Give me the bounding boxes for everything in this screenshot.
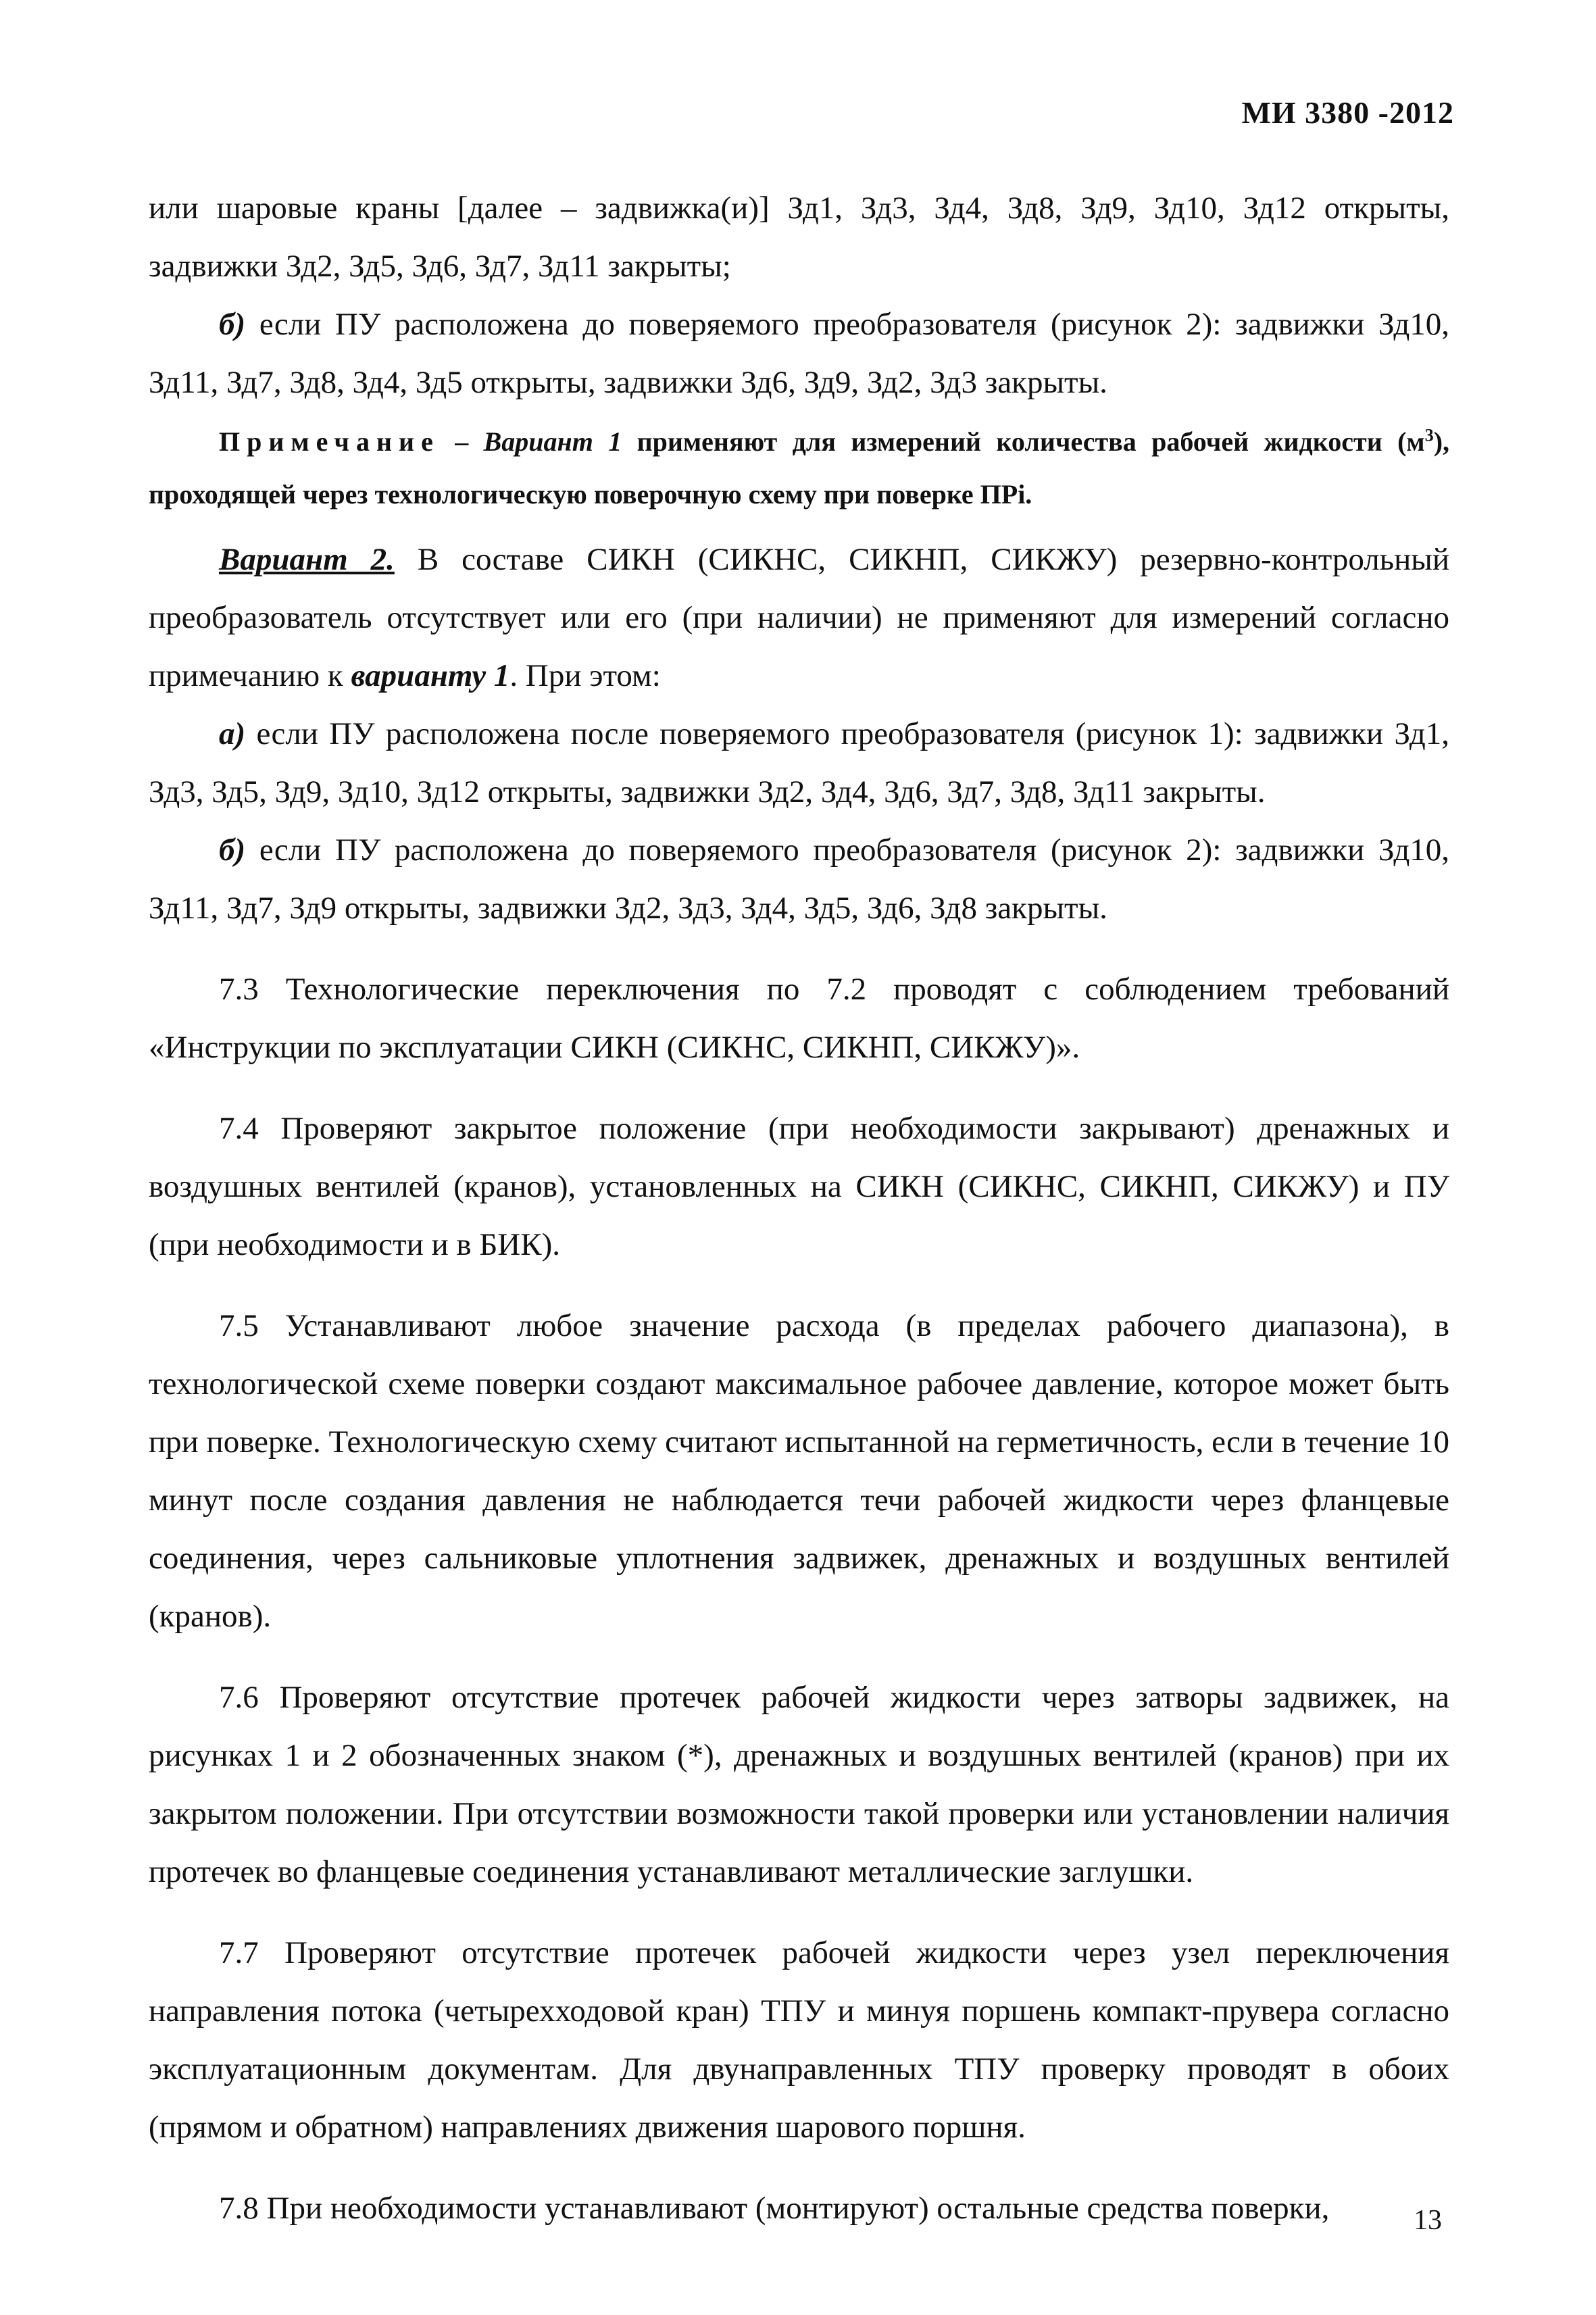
paragraph-item-b <box>149 821 1449 937</box>
section-7-8: 7.8 При необходимости устанавливают (монтируют) остальные средства поверки, <box>219 2191 1330 2226</box>
note-text: применяют для измерений количества рабочей жидкости (м <box>622 426 1425 457</box>
note-block <box>149 416 1449 521</box>
section-7-7: 7.7 Проверяют отсутствие протечек рабочей жидкости через узел переключения направления потока (четырехходовой кран) ТПУ и минуя поршень компакт-прувера согласно эксплуатационным документам. Для двунаправленных ТПУ проверку проводят в обоих (прямом и обратном) направлениях движения шарового поршня. <box>149 1935 1449 2145</box>
paragraph-text: . При этом: <box>509 658 661 693</box>
note-variant-ref: Вариант 1 <box>483 426 622 457</box>
note-dash: – <box>439 426 484 457</box>
note-label: Примечание <box>219 426 440 457</box>
item-marker: а) <box>219 716 246 751</box>
item-marker: б) <box>219 832 246 868</box>
paragraph-text: В составе СИКН (СИКНС, СИКНП, СИКЖУ) резервно-контрольный преобразователь отсутствует или его (при наличии) не применяют для измерений согласно примечанию к <box>149 542 1449 693</box>
section-7-5: 7.5 Устанавливают любое значение расхода (в пределах рабочего диапазона), в технологической схеме поверки создают максимальное рабочее давление, которое может быть при поверке. Технологическую схему считают испытанной на герметичность, если в течение 10 минут после создания давления не наблюдается течи рабочей жидкости через фланцевые соединения, через сальниковые уплотнения задвижек, дренажных и воздушных вентилей (кранов). <box>149 1308 1449 1634</box>
paragraph-text: или шаровые краны [далее – задвижка(и)] Зд1, Зд3, Зд4, Зд8, Зд9, Зд10, Зд12 открыты, задвижки Зд2, Зд5, Зд6, Зд7, Зд11 закрыты; <box>149 191 1449 284</box>
section-7-6: 7.6 Проверяют отсутствие протечек рабочей жидкости через затворы задвижек, на рисунках 1 и 2 обозначенных знаком (*), дренажных и воздушных вентилей (кранов) при их закрытом положении. При отсутствии возможности такой проверки или установлении наличия протечек во фланцевые соединения устанавливают металлические заглушки. <box>149 1680 1449 1889</box>
note-superscript: 3 <box>1424 425 1434 445</box>
paragraph-text: если ПУ расположена до поверяемого преобразователя (рисунок 2): задвижки Зд10, Зд11, Зд7, Зд8, Зд4, Зд5 открыты, задвижки Зд6, Зд9, Зд2, Зд3 закрыты. <box>149 307 1449 400</box>
section-7-3: 7.3 Технологические переключения по 7.2 проводят с соблюдением требований «Инструкции по эксплуатации СИКН (СИКНС, СИКНП, СИКЖУ)». <box>149 972 1449 1065</box>
document-id-header: МИ 3380 -2012 <box>1241 95 1454 130</box>
page-body <box>149 179 1449 2237</box>
paragraph-item-b-variant1 <box>149 295 1449 412</box>
paragraph-item-a <box>149 705 1449 821</box>
item-marker: б) <box>219 307 246 342</box>
note-text: ), проходящей через технологическую поверочную схему при поверке ПРi. <box>149 426 1450 509</box>
variant-2-label: Вариант 2. <box>219 542 395 577</box>
page-number: 13 <box>1414 2205 1442 2236</box>
section-7-4: 7.4 Проверяют закрытое положение (при необходимости закрывают) дренажных и воздушных вентилей (кранов), установленных на СИКН (СИКНС, СИКНП, СИКЖУ) и ПУ (при необходимости и в БИК). <box>149 1111 1449 1262</box>
paragraph-text: если ПУ расположена после поверяемого преобразователя (рисунок 1): задвижки Зд1, Зд3, Зд5, Зд9, Зд10, Зд12 открыты, задвижки Зд2, Зд4, Зд6, Зд7, Зд8, Зд11 закрыты. <box>149 716 1449 810</box>
paragraph-gate-valves-list <box>149 179 1449 295</box>
paragraph-text: если ПУ расположена до поверяемого преобразователя (рисунок 2): задвижки Зд10, Зд11, Зд7, Зд9 открыты, задвижки Зд2, Зд3, Зд4, Зд5, Зд6, Зд8 закрыты. <box>149 832 1449 926</box>
paragraph-variant-2 <box>149 530 1449 705</box>
variant-1-ref: варианту 1 <box>351 658 510 693</box>
